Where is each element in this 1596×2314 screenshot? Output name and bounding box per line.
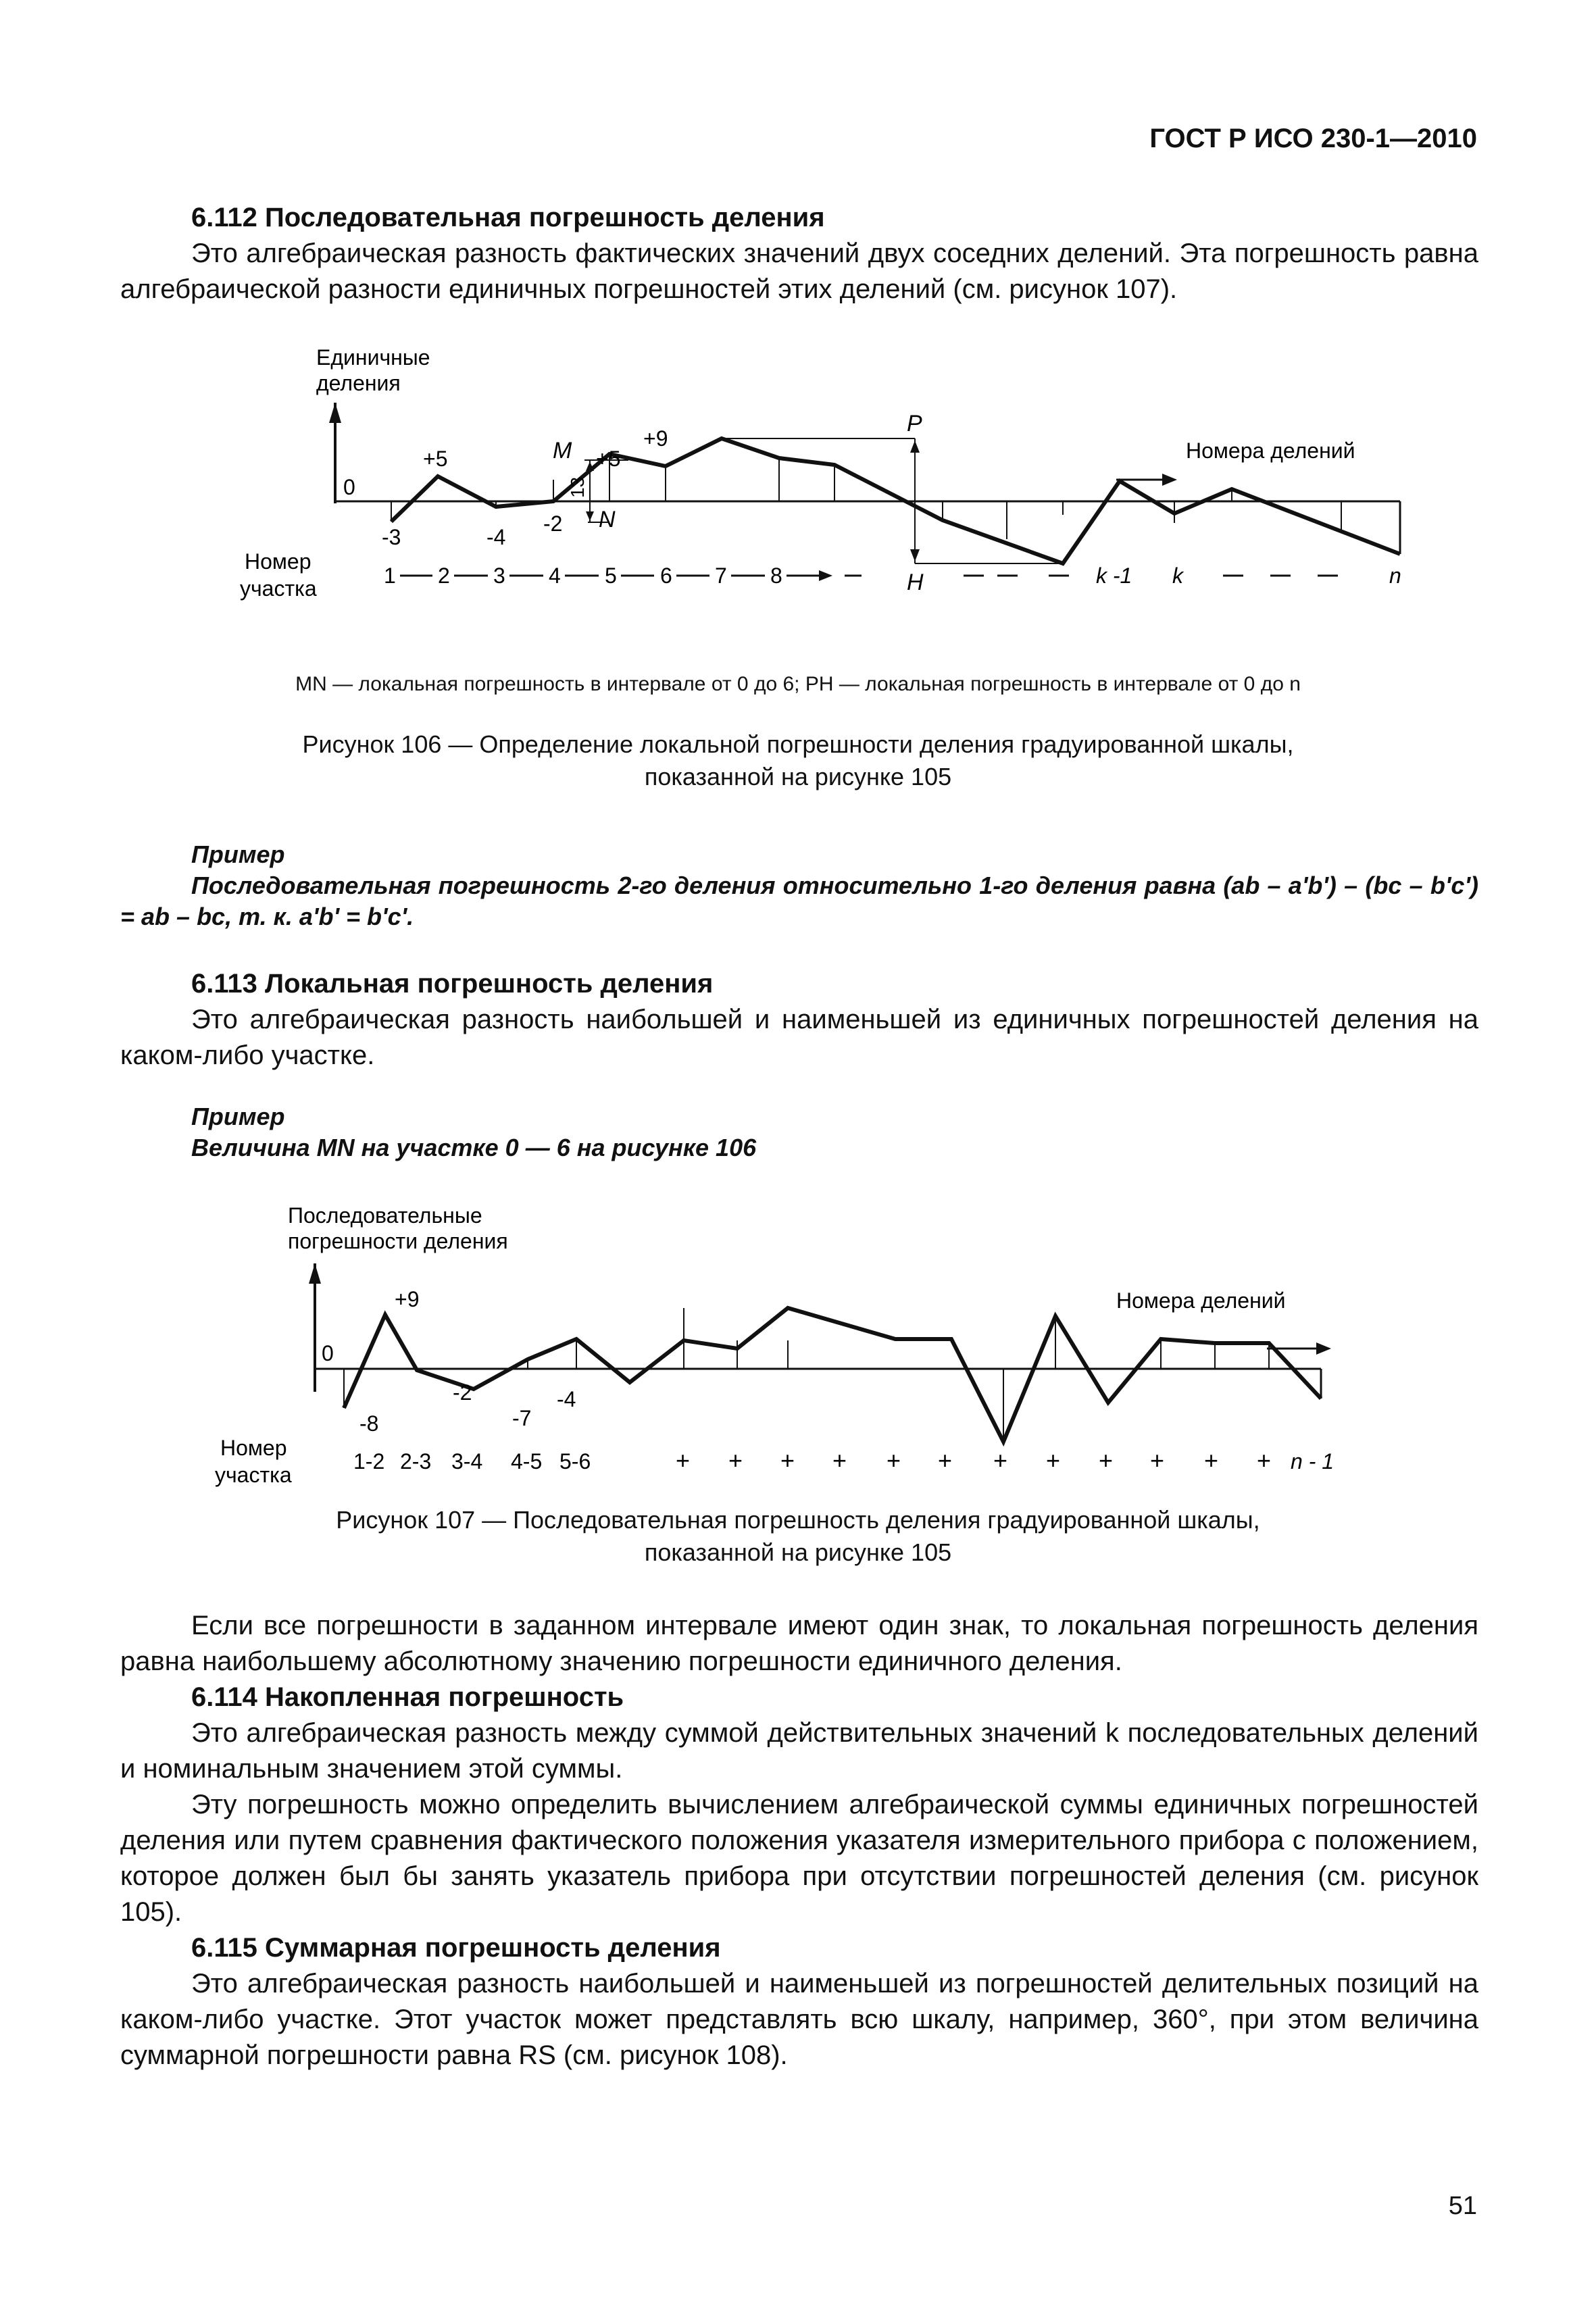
value-label: -2: [453, 1380, 472, 1405]
example-2: [120, 1101, 1478, 1163]
section-number: 1: [384, 563, 396, 588]
section-heading: 6.114 Накопленная погрешность: [191, 1682, 624, 1712]
value-label: +5: [423, 447, 448, 471]
section-label: участка: [215, 1463, 292, 1487]
x-axis-arrow: [1162, 474, 1177, 486]
section-heading: 6.113 Локальная погрешность деления: [191, 969, 714, 999]
plus-mark: +: [993, 1447, 1008, 1474]
section-label-n: n: [1389, 563, 1401, 588]
plus-mark: +: [832, 1447, 847, 1474]
section-text: Это алгебраическая разность наибольшей и наименьшей из погрешностей делительных позиций на каком-либо участке. Этот участок может представлять всю шкалу, например, 360°, при этом величина суммарной погрешности равна RS (см. рисунок 108).: [120, 1969, 1478, 2070]
caption-line: Рисунок 107 — Последовательная погрешность деления градуированной шкалы,: [336, 1506, 1260, 1534]
section-text: Эту погрешность можно определить вычислением алгебраической суммы единичных погрешностей деления или путем сравнения фактического положения указателя измерительного прибора с положением, которое должен был бы занять указатель прибора при отсутствии погрешностей деления (см. рисунок 105).: [120, 1790, 1478, 1927]
plus-mark: +: [887, 1447, 901, 1474]
plus-mark: +: [1046, 1447, 1061, 1474]
standard-header: ГОСТ Р ИСО 230-1—2010: [1149, 124, 1477, 153]
example-text: Величина MN на участке 0 — 6 на рисунке 106: [191, 1134, 757, 1161]
error-lines: [391, 454, 1341, 539]
value-label: -2: [543, 511, 563, 536]
ph-arrow-up: [910, 441, 920, 453]
plus-mark: +: [780, 1447, 795, 1474]
section-label: Номер: [245, 549, 311, 574]
caption-line: Рисунок 106 — Определение локальной погрешности деления градуированной шкалы,: [302, 730, 1294, 758]
section-number: 5-6: [559, 1449, 591, 1474]
section-number: 2-3: [400, 1449, 432, 1474]
section-arrow: [819, 570, 832, 581]
section-text: Это алгебраическая разность между суммой действительных значений k последовательных делений и номинальным значением этой суммы.: [120, 1718, 1478, 1784]
value-label: -7: [512, 1406, 532, 1430]
example-text: Последовательная погрешность 2-го деления относительно 1-го деления равна (ab – a'b') – (bc – b'c') = ab – bc, т. к. a'b' = b'c'.: [120, 872, 1478, 930]
example-label: Пример: [191, 840, 285, 868]
plus-mark: +: [1099, 1447, 1114, 1474]
value-label: +9: [643, 426, 668, 451]
example-label: Пример: [191, 1103, 285, 1130]
error-polyline: [344, 1308, 1321, 1442]
section-heading: 6.115 Суммарная погрешность деления: [191, 1933, 721, 1963]
value-label: 13: [567, 476, 588, 498]
plus-mark: +: [1257, 1447, 1272, 1474]
plus-mark: +: [676, 1447, 691, 1474]
caption-line: показанной на рисунке 105: [644, 1538, 952, 1566]
section-numbers: [353, 1449, 591, 1474]
ph-arrow-down: [910, 549, 920, 561]
section-number: 6: [660, 563, 672, 588]
mn-arrow-down: [586, 511, 594, 521]
point-label-p: P: [907, 411, 922, 436]
plus-mark: +: [728, 1447, 743, 1474]
x-axis-label: Номера делений: [1186, 438, 1355, 463]
section-number: 3-4: [451, 1449, 483, 1474]
section-number: 1-2: [353, 1449, 385, 1474]
y-axis-label: Единичные: [316, 345, 430, 370]
y-axis-label: погрешности деления: [288, 1229, 508, 1253]
point-label-h: H: [907, 570, 924, 595]
y-axis-label: Последовательные: [288, 1203, 482, 1228]
plus-marks: [676, 1447, 1271, 1474]
value-label: -3: [382, 525, 401, 549]
section-heading: 6.112 Последовательная погрешность деления: [191, 203, 825, 232]
section-label: Номер: [220, 1436, 287, 1460]
y-axis-label: деления: [316, 371, 401, 395]
zero-label: 0: [322, 1341, 334, 1365]
section-label-k: k: [1172, 563, 1183, 588]
section-text: Это алгебраическая разность фактических значений двух соседних делений. Эта погрешность равна алгебраической разности единичных погрешностей этих делений (см. рисунок 107).: [120, 238, 1478, 304]
figure-106-caption: [0, 728, 1596, 793]
section-number: 8: [770, 563, 782, 588]
page-number: 51: [1448, 2192, 1477, 2220]
section-number: 4: [549, 563, 561, 588]
caption-line: показанной на рисунке 105: [644, 763, 952, 790]
plus-mark: +: [938, 1447, 953, 1474]
zero-label: 0: [343, 475, 355, 499]
section-number: 7: [715, 563, 727, 588]
figure-106-legend: MN — локальная погрешность в интервале от 0 до 6; PH — локальная погрешность в интервале от 0 до n: [295, 673, 1301, 695]
section-6-112: [120, 200, 1478, 307]
example-1: [120, 839, 1478, 932]
section-label: участка: [240, 576, 317, 601]
section-label-n-1: n - 1: [1291, 1449, 1335, 1474]
section-number: 3: [493, 563, 505, 588]
x-axis-label: Номера делений: [1116, 1288, 1286, 1313]
section-number: 4-5: [511, 1449, 543, 1474]
value-label: +5: [596, 447, 621, 471]
value-label: +9: [395, 1287, 420, 1311]
plus-mark: +: [1150, 1447, 1165, 1474]
section-label-k-1: k -1: [1096, 563, 1132, 588]
value-label: -4: [557, 1387, 576, 1411]
section-number: 5: [605, 563, 617, 588]
value-label: -4: [487, 525, 506, 549]
body-text-lower: [120, 1608, 1478, 2073]
value-label: -8: [359, 1411, 379, 1436]
section-6-113: [120, 966, 1478, 1074]
paragraph-sign: Если все погрешности в заданном интервале имеют один знак, то локальная погрешность деления равна наибольшему абсолютному значению погрешности единичного деления.: [120, 1611, 1478, 1676]
section-text: Это алгебраическая разность наибольшей и наименьшей из единичных погрешностей деления на каком-либо участке.: [120, 1005, 1478, 1070]
point-label-n: N: [599, 507, 616, 532]
figure-107-caption: [0, 1504, 1596, 1569]
section-number: 2: [438, 563, 450, 588]
plus-mark: +: [1204, 1447, 1219, 1474]
figure-106: [223, 338, 1439, 615]
x-axis-arrow: [1316, 1342, 1331, 1355]
y-axis-arrow: [329, 403, 341, 423]
point-label-m: M: [553, 438, 572, 463]
figure-107: [203, 1196, 1365, 1493]
y-axis-arrow: [309, 1263, 321, 1284]
